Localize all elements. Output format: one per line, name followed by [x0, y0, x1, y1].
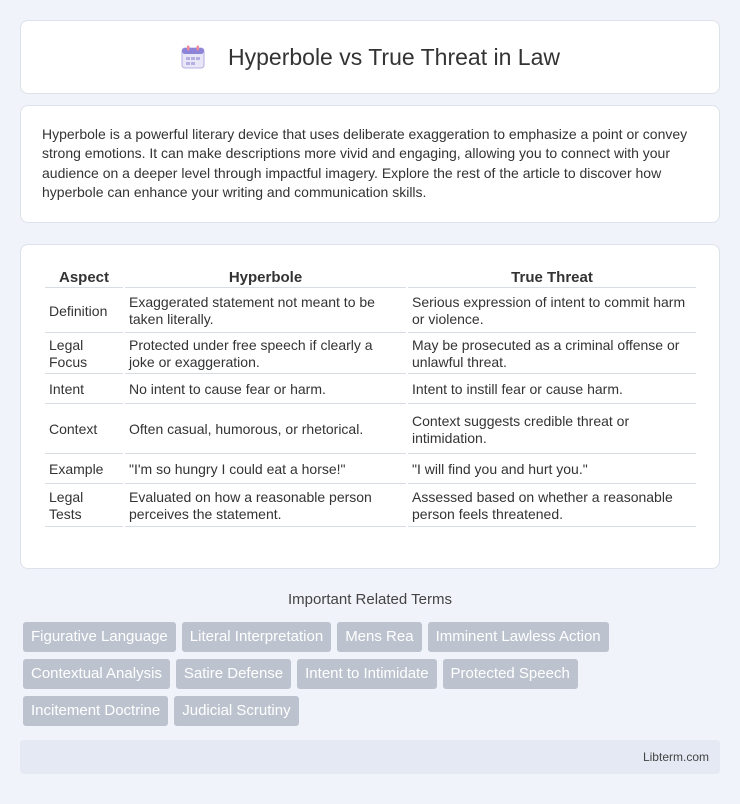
row-true-threat: "I will find you and hurt you.": [408, 456, 696, 484]
tag-literal-interpretation[interactable]: Literal Interpretation: [182, 622, 331, 652]
tag-mens-rea[interactable]: Mens Rea: [337, 622, 421, 652]
header-card: [20, 20, 720, 94]
table-row: [45, 376, 696, 404]
table-row: [45, 406, 696, 454]
tag-row: [23, 622, 723, 652]
row-true-threat: Intent to instill fear or cause harm.: [408, 376, 696, 404]
row-aspect: Legal Tests: [45, 486, 123, 527]
tag-row: [23, 659, 723, 689]
header-aspect: Aspect: [45, 267, 123, 288]
row-hyperbole: "I'm so hungry I could eat a horse!": [125, 456, 406, 484]
footer: [20, 740, 720, 774]
row-hyperbole: Evaluated on how a reasonable person perceives the statement.: [125, 486, 406, 527]
row-true-threat: Serious expression of intent to commit harm or violence.: [408, 290, 696, 333]
row-aspect: Example: [45, 456, 123, 484]
comparison-card: [20, 244, 720, 569]
table-header-row: [45, 267, 696, 288]
intro-paragraph: Hyperbole is a powerful literary device that uses deliberate exaggeration to emphasize a point or convey strong emotions. It can make descriptions more vivid and engaging, allowing you to connect with your audience on a deeper level through impactful imagery. Explore the rest of the article to discover how hyperbole can enhance your writing and communication skills.: [42, 126, 688, 200]
row-true-threat: Assessed based on whether a reasonable person feels threatened.: [408, 486, 696, 527]
footer-brand[interactable]: Libterm.com: [642, 750, 709, 764]
intro-card: [20, 105, 720, 223]
tag-judicial-scrutiny[interactable]: Judicial Scrutiny: [174, 696, 298, 726]
header: [180, 44, 560, 71]
header-true-threat: True Threat: [408, 267, 696, 288]
row-aspect: Legal Focus: [45, 335, 123, 374]
calendar-icon: [180, 44, 206, 70]
row-hyperbole: Protected under free speech if clearly a joke or exaggeration.: [125, 335, 406, 374]
related-terms-title: Important Related Terms: [288, 591, 452, 608]
related-terms-list: [23, 622, 723, 733]
tag-incitement-doctrine[interactable]: Incitement Doctrine: [23, 696, 168, 726]
row-true-threat: May be prosecuted as a criminal offense or unlawful threat.: [408, 335, 696, 374]
comparison-table: [43, 265, 698, 529]
row-aspect: Intent: [45, 376, 123, 404]
row-aspect: Definition: [45, 290, 123, 333]
tag-figurative-language[interactable]: Figurative Language: [23, 622, 176, 652]
row-aspect: Context: [45, 406, 123, 454]
tag-contextual-analysis[interactable]: Contextual Analysis: [23, 659, 170, 689]
row-hyperbole: Often casual, humorous, or rhetorical.: [125, 406, 406, 454]
tag-row: [23, 696, 723, 726]
tag-protected-speech[interactable]: Protected Speech: [443, 659, 578, 689]
row-hyperbole: No intent to cause fear or harm.: [125, 376, 406, 404]
header-hyperbole: Hyperbole: [125, 267, 406, 288]
tag-imminent-lawless-action[interactable]: Imminent Lawless Action: [428, 622, 609, 652]
table-row: [45, 486, 696, 527]
page-title: Hyperbole vs True Threat in Law: [228, 43, 560, 70]
tag-satire-defense[interactable]: Satire Defense: [176, 659, 291, 689]
table-row: [45, 456, 696, 484]
row-true-threat: Context suggests credible threat or intimidation.: [408, 406, 696, 454]
table-row: [45, 335, 696, 374]
table-row: [45, 290, 696, 333]
tag-intent-to-intimidate[interactable]: Intent to Intimidate: [297, 659, 436, 689]
row-hyperbole: Exaggerated statement not meant to be taken literally.: [125, 290, 406, 333]
